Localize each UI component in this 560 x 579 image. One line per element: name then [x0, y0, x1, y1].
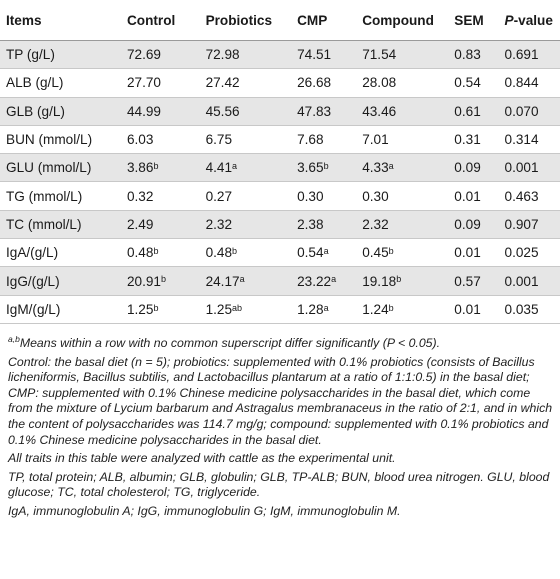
cell-compound-value: 28.08: [362, 75, 397, 91]
cell-p-value: 0.907: [504, 216, 539, 232]
cell-item: TG (mmol/L): [6, 188, 83, 204]
cell-compound: [348, 154, 442, 182]
cell-control: [101, 154, 188, 182]
cell-control-value: 72.69: [126, 47, 161, 63]
cell-probiotics: [188, 295, 284, 323]
cell-compound-value: 0.45: [362, 245, 389, 261]
cell-control-value: 3.86: [126, 160, 154, 176]
cell-control-value: 1.25: [126, 301, 154, 317]
cell-compound-value: 71.54: [362, 47, 397, 63]
cell-cmp: [283, 210, 348, 238]
cell-control-superscript: b: [161, 274, 167, 285]
cell-control-value: 20.91: [126, 273, 161, 289]
cell-cmp-value: 23.22: [297, 273, 332, 289]
cell-probiotics-superscript: a: [239, 274, 245, 285]
cell-cmp-superscript: a: [323, 246, 329, 257]
cell-sem: 0.01: [454, 188, 481, 204]
cell-cmp-value: 3.65: [297, 160, 324, 176]
cell-control: [101, 210, 188, 238]
cell-control: [101, 41, 188, 69]
cell-cmp-value: 2.38: [297, 216, 324, 232]
table-row: [0, 154, 560, 182]
cell-p-value: 0.844: [504, 75, 539, 91]
cell-compound-superscript: b: [388, 246, 394, 257]
cell-cmp: [283, 182, 348, 210]
cell-p-value: 0.691: [504, 47, 539, 63]
cell-probiotics: [188, 97, 284, 125]
cell-sem: 0.57: [454, 273, 481, 289]
cell-control: [101, 239, 188, 267]
header-p-suffix: -value: [513, 12, 553, 28]
cell-sem: 0.01: [454, 245, 481, 261]
table-row: [0, 182, 560, 210]
cell-cmp-value: 7.68: [297, 132, 324, 148]
cell-control-value: 27.70: [126, 75, 161, 91]
cell-compound: [348, 41, 442, 69]
header-probiotics: Probiotics: [188, 0, 284, 41]
cell-item: BUN (mmol/L): [6, 132, 93, 148]
cell-control: [101, 182, 188, 210]
cell-control-value: 2.49: [126, 216, 154, 232]
cell-compound: [348, 267, 442, 295]
cell-cmp-superscript: a: [323, 302, 329, 313]
cell-sem: 0.61: [454, 103, 481, 119]
cell-compound: [348, 69, 442, 97]
cell-control: [101, 267, 188, 295]
cell-cmp-value: 74.51: [297, 47, 332, 63]
cell-probiotics-value: 2.32: [205, 216, 233, 232]
cell-compound: [348, 210, 442, 238]
table-row: [0, 267, 560, 295]
cell-cmp: [283, 267, 348, 295]
cell-compound-value: 19.18: [362, 273, 397, 289]
cell-cmp: [283, 125, 348, 153]
cell-sem: 0.09: [454, 160, 481, 176]
cell-probiotics-value: 27.42: [205, 75, 240, 91]
table-row: [0, 210, 560, 238]
footnote-significance-text: Means within a row with no common superscript differ significantly (P < 0.05).: [19, 336, 441, 350]
table-footnotes: [8, 333, 554, 523]
cell-item: GLB (g/L): [6, 103, 65, 119]
table-row: [0, 97, 560, 125]
cell-probiotics: [188, 239, 284, 267]
footnote-significance: [8, 333, 554, 352]
cell-p-value: 0.001: [504, 273, 539, 289]
cell-probiotics: [188, 182, 284, 210]
cell-compound-value: 0.30: [362, 188, 389, 204]
cell-control: [101, 69, 188, 97]
cell-sem: 0.31: [454, 132, 481, 148]
cell-p-value: 0.001: [504, 160, 539, 176]
cell-cmp: [283, 154, 348, 182]
cell-p-value: 0.035: [504, 301, 539, 317]
header-control: Control: [101, 0, 188, 41]
cell-cmp: [283, 97, 348, 125]
cell-p-value: 0.070: [504, 103, 539, 119]
cell-cmp-superscript: a: [331, 274, 337, 285]
cell-cmp-value: 26.68: [297, 75, 332, 91]
table-row: [0, 239, 560, 267]
cell-probiotics-value: 0.27: [205, 188, 233, 204]
cell-p-value: 0.463: [504, 188, 539, 204]
cell-compound: [348, 295, 442, 323]
cell-probiotics-superscript: ab: [232, 302, 243, 313]
cell-probiotics: [188, 125, 284, 153]
cell-probiotics-value: 0.48: [205, 245, 233, 261]
cell-probiotics-value: 72.98: [205, 47, 240, 63]
cell-compound-superscript: a: [388, 161, 394, 172]
cell-sem: 0.09: [454, 216, 481, 232]
cell-control: [101, 125, 188, 153]
cell-compound: [348, 97, 442, 125]
cell-item: GLU (mmol/L): [6, 160, 92, 176]
cell-p-value: 0.314: [504, 132, 539, 148]
cell-probiotics: [188, 267, 284, 295]
cell-compound-value: 7.01: [362, 132, 389, 148]
header-p-value: [495, 0, 560, 41]
cell-item: IgM/(g/L): [6, 301, 61, 317]
cell-probiotics-value: 24.17: [205, 273, 240, 289]
cell-control-superscript: b: [153, 302, 159, 313]
footnote-experimental-unit: All traits in this table were analyzed with cattle as the experimental unit.: [8, 451, 396, 466]
cell-cmp-value: 47.83: [297, 103, 332, 119]
cell-compound: [348, 182, 442, 210]
table-row: [0, 69, 560, 97]
header-compound: Compound: [348, 0, 442, 41]
cell-probiotics: [188, 154, 284, 182]
cell-compound-value: 1.24: [362, 301, 389, 317]
cell-compound-value: 4.33: [362, 160, 389, 176]
cell-probiotics-value: 6.75: [205, 132, 233, 148]
cell-cmp-value: 0.30: [297, 188, 324, 204]
header-items: Items: [0, 0, 101, 41]
cell-cmp-value: 1.28: [297, 301, 324, 317]
cell-probiotics-value: 45.56: [205, 103, 240, 119]
cell-item: IgA/(g/L): [6, 245, 59, 261]
cell-control-superscript: b: [153, 161, 159, 172]
table-header-row: [0, 0, 560, 41]
cell-cmp-superscript: b: [323, 161, 329, 172]
cell-control: [101, 295, 188, 323]
cell-probiotics: [188, 41, 284, 69]
cell-probiotics-value: 1.25: [205, 301, 233, 317]
cell-cmp-value: 0.54: [297, 245, 324, 261]
cell-probiotics: [188, 69, 284, 97]
cell-item: TC (mmol/L): [6, 216, 82, 232]
footnote-superscript: a,b: [8, 333, 20, 344]
cell-cmp: [283, 69, 348, 97]
table-body: [0, 41, 560, 324]
table-row: [0, 41, 560, 69]
cell-compound-value: 43.46: [362, 103, 397, 119]
cell-control-value: 44.99: [126, 103, 161, 119]
cell-control-value: 0.32: [126, 188, 154, 204]
cell-compound-superscript: b: [396, 274, 402, 285]
cell-compound: [348, 125, 442, 153]
cell-sem: 0.01: [454, 301, 481, 317]
cell-item: IgG/(g/L): [6, 273, 60, 289]
cell-cmp: [283, 239, 348, 267]
footnote-abbreviations-biochem: TP, total protein; ALB, albumin; GLB, globulin; GLB, TP-ALB; BUN, blood urea nitrogen. GLU, blood glucose; TC, total cholesterol; TG, triglyceride.: [8, 469, 550, 500]
cell-compound-value: 2.32: [362, 216, 389, 232]
footnote-abbreviations-immuno: IgA, immunoglobulin A; IgG, immunoglobulin G; IgM, immunoglobulin M.: [8, 503, 401, 518]
table-row: [0, 295, 560, 323]
cell-probiotics-superscript: a: [232, 161, 238, 172]
cell-probiotics-value: 4.41: [205, 160, 233, 176]
header-cmp: CMP: [283, 0, 348, 41]
cell-compound: [348, 239, 442, 267]
cell-probiotics-superscript: b: [232, 246, 238, 257]
cell-item: ALB (g/L): [6, 75, 64, 91]
footnote-treatments: Control: the basal diet (n = 5); probiotics: supplemented with 0.1% probiotics (consists of Bacillus licheniformis, Bacillus subtilis, and Lactobacillus plantarum at a ratio of 1:1:0.5) in the basal diet; CMP: supplemented with 0.1% Chinese medicine polysaccharides in the basal diet, which come from the mixture of Lycium barbarum and Astragalus membranaceus in the ratio of 2:1, and in which the content of polysaccharides was 114.7 mg/g; compound: supplemented with 0.1% probiotics and 0.1% Chinese medicine polysaccharides in the basal diet.: [8, 354, 553, 447]
cell-p-value: 0.025: [504, 245, 539, 261]
header-p-italic: P: [504, 12, 514, 28]
cell-item: TP (g/L): [6, 47, 55, 63]
cell-probiotics: [188, 210, 284, 238]
cell-sem: 0.54: [454, 75, 481, 91]
cell-control-superscript: b: [153, 246, 159, 257]
cell-control-value: 0.48: [126, 245, 154, 261]
cell-control: [101, 97, 188, 125]
header-sem: SEM: [442, 0, 494, 41]
cell-control-value: 6.03: [126, 132, 154, 148]
cell-compound-superscript: b: [388, 302, 394, 313]
cell-cmp: [283, 41, 348, 69]
table-row: [0, 125, 560, 153]
cell-cmp: [283, 295, 348, 323]
cell-sem: 0.83: [454, 47, 481, 63]
